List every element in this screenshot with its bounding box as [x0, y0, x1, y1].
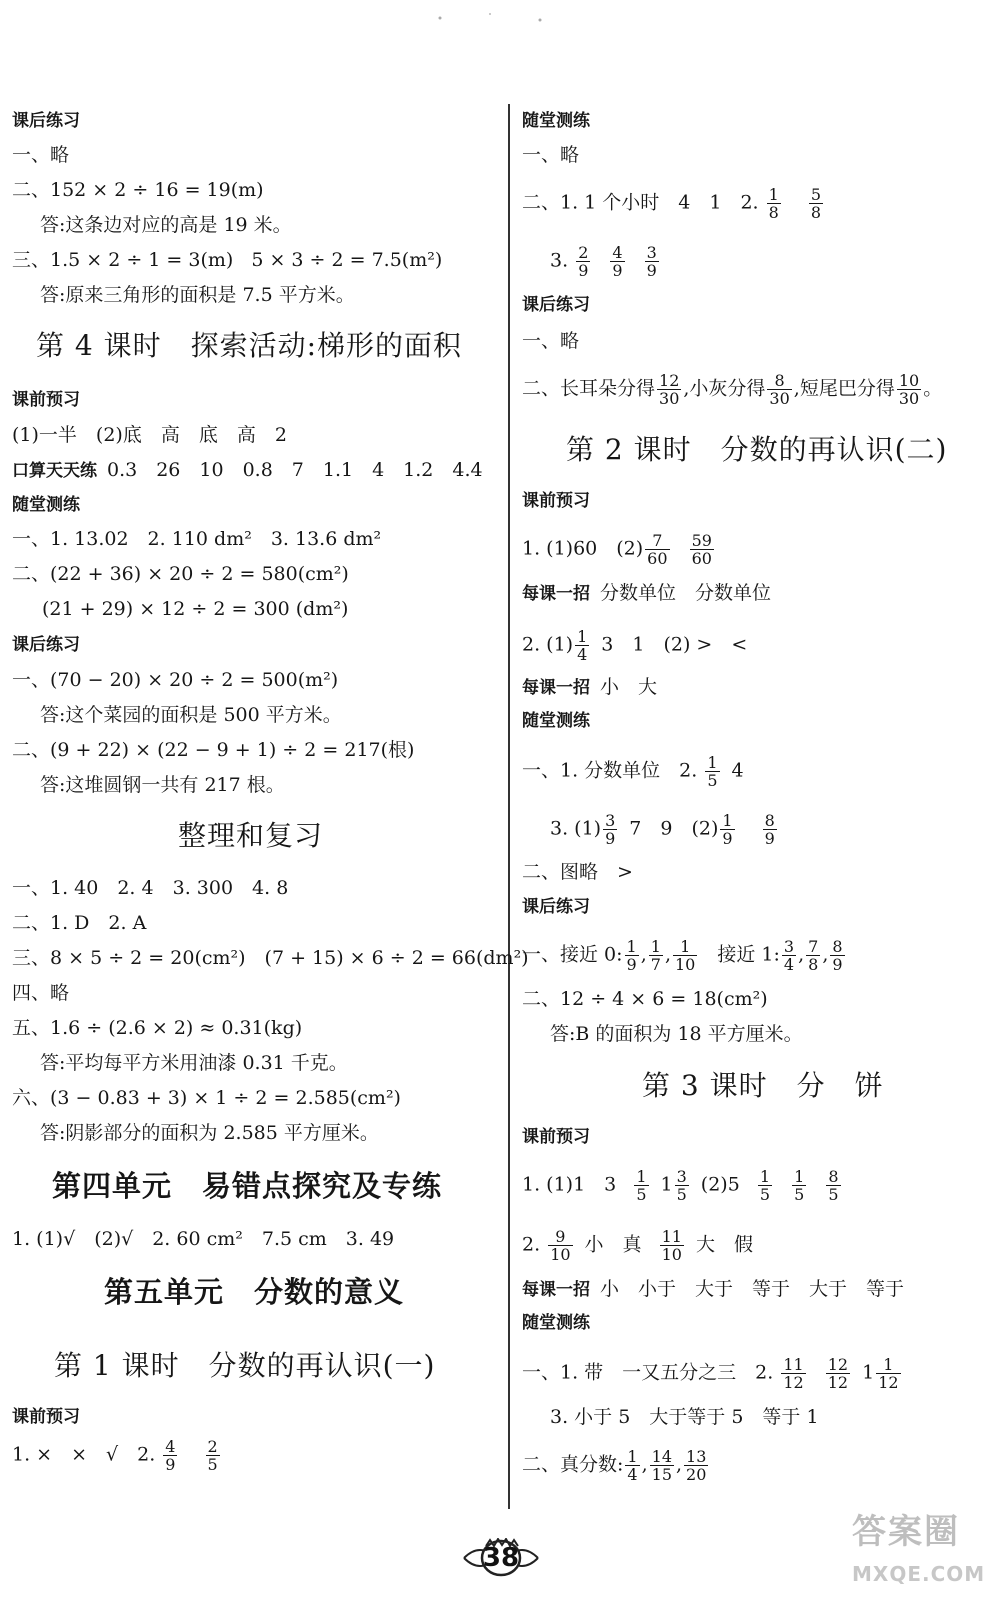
answer-part: 0.3 26 10 0.8 7 1.1 4 1.2 4.4: [107, 459, 483, 481]
fraction: $\frac{7}{60}$: [647, 531, 668, 568]
answer-line: 答:平均每平方米用油漆 0.31 千克。: [40, 1052, 348, 1074]
answer-part: 分数单位 分数单位: [600, 582, 772, 604]
comma: ,: [798, 943, 805, 966]
fraction: $\frac{1}{10}$: [675, 937, 696, 974]
fraction: $\frac{1}{12}$: [878, 1355, 899, 1392]
answer-line: [12, 1438, 222, 1473]
answer-part: 一、1. 带 一又五分之三 2.: [522, 1361, 774, 1384]
answer-line: 四、略: [12, 982, 70, 1004]
section-label: 课后练习: [12, 111, 80, 131]
answer-part: 接近 1:: [717, 943, 780, 966]
answer-part: 1: [862, 1361, 875, 1384]
comma: ,: [676, 1453, 683, 1476]
section-label: 随堂测练: [12, 495, 80, 515]
fraction: $\frac{5}{8}$: [810, 185, 822, 222]
fraction: $\frac{3}{5}$: [676, 1167, 687, 1204]
fraction: $\frac{3}{4}$: [783, 937, 795, 974]
fraction: $\frac{1}{4}$: [577, 627, 588, 664]
fraction: $\frac{1}{4}$: [627, 1447, 638, 1484]
answer-line: [522, 580, 771, 607]
answer-line: 一、1. 13.02 2. 110 dm² 3. 13.6 dm²: [12, 528, 382, 550]
fraction: $\frac{8}{9}$: [764, 811, 775, 848]
answer-line: 一、略: [522, 144, 580, 166]
answer-part: ,短尾巴分得: [793, 377, 895, 400]
section-label: 课后练习: [12, 635, 80, 655]
unit-heading: 第五单元 分数的意义: [104, 1275, 405, 1309]
fraction: $\frac{1}{5}$: [794, 1167, 805, 1204]
fraction: $\frac{8}{5}$: [828, 1167, 839, 1204]
fraction: $\frac{4}{9}$: [165, 1437, 176, 1474]
answer-line: [522, 674, 657, 701]
answer-line: [522, 1276, 904, 1303]
section-label: 随堂测练: [522, 1313, 590, 1333]
fraction: $\frac{12}{12}$: [827, 1355, 849, 1392]
watermark: [852, 1512, 990, 1592]
section-label: 每课一招: [522, 678, 590, 698]
answer-line: 答:这个菜园的面积是 500 平方米。: [40, 704, 342, 726]
answer-line: 五、1.6 ÷ (2.6 × 2) ≈ 0.31(kg): [12, 1017, 303, 1039]
answer-part: 二、真分数:: [522, 1453, 624, 1476]
fraction: $\frac{4}{9}$: [612, 243, 623, 280]
fraction: $\frac{11}{10}$: [661, 1227, 682, 1264]
fraction: $\frac{1}{7}$: [650, 937, 661, 974]
fraction: $\frac{9}{10}$: [550, 1227, 571, 1264]
answer-line: (21 + 29) × 12 ÷ 2 = 300 (dm²): [42, 598, 349, 620]
comma: ,: [664, 943, 671, 966]
answer-line: 答:阴影部分的面积为 2.585 平方厘米。: [40, 1122, 379, 1144]
answer-line: 答:这条边对应的高是 19 米。: [40, 214, 292, 236]
answer-line: 六、(3 − 0.83 + 3) × 1 ÷ 2 = 2.585(cm²): [12, 1087, 401, 1109]
watermark-logo: 答案圈: [852, 1512, 960, 1552]
answer-line: 3. 小于 5 大于等于 5 等于 1: [550, 1406, 819, 1428]
answer-part: 。: [923, 377, 943, 400]
answer-line: [550, 244, 661, 279]
answer-line: [12, 457, 483, 484]
answer-part: 三、1.5 × 2 ÷ 1 = 3(m): [12, 249, 234, 271]
fraction: $\frac{11}{12}$: [783, 1355, 804, 1392]
answer-part: 1: [660, 1173, 673, 1196]
section-heading: 整理和复习: [178, 819, 324, 852]
fraction: $\frac{2}{5}$: [207, 1437, 218, 1474]
answer-line: 二、152 × 2 ÷ 16 = 19(m): [12, 179, 264, 201]
fraction: $\frac{12}{30}$: [659, 371, 680, 408]
page-number-badge: [462, 1538, 540, 1578]
answer-part: 7 9 (2): [629, 817, 719, 840]
answer-line: 二、(22 + 36) × 20 ÷ 2 = 580(cm²): [12, 563, 349, 585]
section-label: 课前预习: [12, 390, 80, 410]
answer-part: 1. × × √ 2.: [12, 1443, 156, 1466]
answer-part: (2)5: [700, 1173, 740, 1196]
fraction: $\frac{3}{9}$: [646, 243, 657, 280]
answer-line: 答:B 的面积为 18 平方厘米。: [550, 1023, 803, 1045]
section-label: 随堂测练: [522, 711, 590, 731]
fraction: $\frac{8}{30}$: [769, 371, 790, 408]
column-divider: [508, 104, 510, 1509]
lesson-heading: 第 3 课时 分 饼: [642, 1069, 884, 1102]
answer-part: 一、接近 0:: [522, 943, 623, 966]
section-label: 随堂测练: [522, 111, 590, 131]
fraction: $\frac{8}{9}$: [832, 937, 843, 974]
section-label: 课前预习: [12, 1407, 80, 1427]
lesson-heading: 第 2 课时 分数的再认识(二): [566, 433, 948, 466]
fraction: $\frac{59}{60}$: [691, 531, 712, 568]
answer-part: 二、长耳朵分得: [522, 377, 656, 400]
answer-line: 一、略: [12, 144, 70, 166]
answer-line: [522, 372, 942, 407]
fraction: $\frac{14}{15}$: [651, 1447, 672, 1484]
answer-line: [522, 1448, 710, 1483]
answer-line: [522, 186, 825, 221]
fraction: $\frac{7}{8}$: [808, 937, 819, 974]
fraction: $\frac{10}{30}$: [898, 371, 920, 408]
answer-part: 5 × 3 ÷ 2 = 7.5(m²): [251, 249, 443, 271]
lesson-heading: 第 1 课时 分数的再认识(一): [54, 1349, 436, 1382]
scan-speckles: [420, 8, 580, 28]
fraction: $\frac{1}{5}$: [759, 1167, 771, 1204]
answer-line: (1)一半 (2)底 高 底 高 2: [12, 424, 287, 446]
section-label: 课前预习: [522, 491, 590, 511]
fraction: $\frac{3}{9}$: [605, 811, 616, 848]
fraction: $\frac{1}{8}$: [768, 185, 779, 222]
answer-part: 3 1 (2) > <: [601, 633, 748, 656]
answer-line: [12, 247, 442, 273]
section-label: 课前预习: [522, 1127, 590, 1147]
fraction: $\frac{1}{5}$: [636, 1167, 647, 1204]
answer-line: [522, 754, 744, 789]
answer-line: 一、(70 − 20) × 20 ÷ 2 = 500(m²): [12, 669, 339, 691]
answer-line: 1. (1)√ (2)√ 2. 60 cm² 7.5 cm 3. 49: [12, 1228, 395, 1250]
answer-line: 二、12 ÷ 4 × 6 = 18(cm²): [522, 988, 768, 1010]
section-label: 课后练习: [522, 295, 590, 315]
answer-line: 二、图略 >: [522, 861, 633, 883]
section-label: 课后练习: [522, 897, 590, 917]
answer-line: 三、8 × 5 ÷ 2 = 20(cm²) (7 + 15) × 6 ÷ 2 = 66(dm²): [12, 947, 529, 969]
answer-part: 小 真: [584, 1233, 642, 1256]
answer-line: [522, 532, 716, 567]
answer-part: 2.: [522, 1233, 541, 1256]
answer-part: 一、1. 分数单位 2.: [522, 759, 698, 782]
comma: ,: [640, 943, 647, 966]
comma: ,: [822, 943, 829, 966]
answer-line: [522, 1228, 753, 1263]
answer-part: 3.: [550, 249, 569, 272]
answer-part: 小 大: [600, 676, 658, 698]
answer-part: ,小灰分得: [683, 377, 766, 400]
unit-heading: 第四单元 易错点探究及专练: [52, 1169, 443, 1203]
answer-part: 1. (1)60 (2): [522, 537, 644, 560]
answer-part: 4: [731, 759, 744, 782]
answer-line: [522, 1356, 903, 1391]
fraction: $\frac{13}{20}$: [686, 1447, 707, 1484]
answer-part: 二、1. 1 个小时 4 1 2.: [522, 191, 759, 214]
answer-part: 大 假: [695, 1233, 753, 1256]
section-label: 每课一招: [522, 584, 590, 604]
answer-line: 二、1. D 2. A: [12, 912, 147, 934]
fraction: $\frac{2}{9}$: [578, 243, 589, 280]
answer-line: [522, 938, 847, 973]
fraction: $\frac{1}{9}$: [626, 937, 637, 974]
answer-line: 二、(9 + 22) × (22 − 9 + 1) ÷ 2 = 217(根): [12, 739, 415, 761]
fraction: $\frac{1}{5}$: [707, 753, 718, 790]
answer-line: 答:这堆圆钢一共有 217 根。: [40, 774, 285, 796]
page-number: 38: [482, 1543, 520, 1573]
watermark-url: MXQE.COM: [852, 1562, 986, 1586]
answer-line: 一、略: [522, 330, 580, 352]
lesson-heading: 第 4 课时 探索活动:梯形的面积: [36, 329, 463, 362]
answer-line: [522, 628, 747, 663]
section-label: 口算天天练: [12, 461, 97, 481]
fraction: $\frac{1}{9}$: [722, 811, 733, 848]
answer-line: [522, 1168, 843, 1203]
answer-part: 2. (1): [522, 633, 574, 656]
section-label: 每课一招: [522, 1280, 590, 1300]
answer-line: 答:原来三角形的面积是 7.5 平方米。: [40, 284, 355, 306]
answer-line: [550, 812, 779, 847]
comma: ,: [641, 1453, 648, 1476]
answer-part: 1. (1)1 3: [522, 1173, 617, 1196]
answer-line: 一、1. 40 2. 4 3. 300 4. 8: [12, 877, 289, 899]
answer-part: 小 小于 大于 等于 大于 等于: [600, 1278, 905, 1300]
answer-part: 3. (1): [550, 817, 602, 840]
